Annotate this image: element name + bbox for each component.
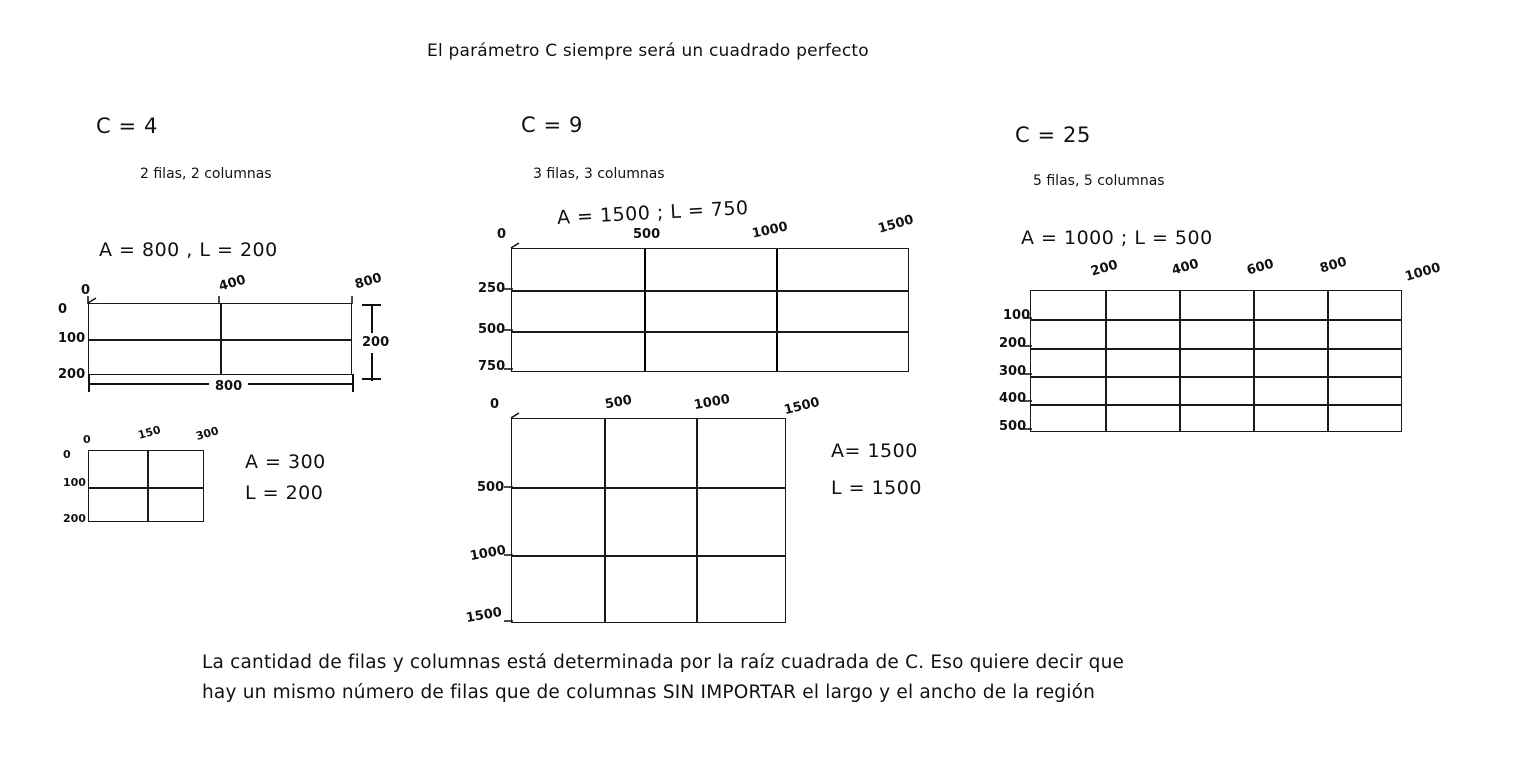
- measure-height-label: 200: [360, 333, 391, 353]
- tick-x-c9b-2: 1000: [692, 391, 732, 414]
- tick-x-c25-0: 200: [1089, 257, 1120, 280]
- grid-line-horizontal: [1031, 404, 1401, 406]
- tick-x-c9b-1: 500: [603, 392, 634, 413]
- grid-line-vertical: [147, 451, 149, 521]
- tick-x-c25-1: 400: [1170, 256, 1201, 279]
- tick-y-c9a-3: 750: [478, 359, 506, 374]
- param-l-c9b: L = 1500: [831, 477, 922, 499]
- tick-y-c25-4: 500: [999, 419, 1027, 434]
- grid-c4-b: [88, 450, 204, 522]
- grid-line-vertical: [1253, 291, 1255, 431]
- case-subtitle-c4: 2 filas, 2 columnas: [140, 166, 272, 182]
- grid-line-vertical: [1327, 291, 1329, 431]
- tick-y-c9b-3: 1500: [464, 604, 504, 627]
- grid-line-vertical: [1105, 291, 1107, 431]
- grid-line-horizontal: [89, 339, 351, 341]
- tick-x-c9a-3: 1500: [876, 212, 916, 237]
- tick-x-c9b-3: 1500: [782, 394, 822, 419]
- tick-y-c4b-1: 100: [63, 476, 86, 489]
- grid-line-horizontal: [512, 331, 908, 333]
- case-heading-c4: C = 4: [96, 114, 158, 138]
- tick-x-c4b-2: 300: [194, 424, 221, 443]
- tick-x-c4b-1: 150: [136, 423, 163, 442]
- case-heading-c25: C = 25: [1015, 123, 1091, 147]
- param-a-c4b: A = 300: [245, 451, 326, 473]
- grid-line-horizontal: [512, 555, 785, 557]
- param-l-c4b: L = 200: [245, 482, 324, 504]
- tick-x-c4a-0: 0: [81, 283, 91, 298]
- tick-x-c25-3: 800: [1318, 254, 1349, 277]
- measure-width-label: 800: [209, 380, 248, 394]
- footer-line-1: La cantidad de filas y columnas está determinada por la raíz cuadrada de C. Eso quiere decir que: [202, 652, 1125, 673]
- case-params-c4: A = 800 , L = 200: [99, 239, 278, 261]
- tick-y-c9b-1: 500: [477, 480, 505, 495]
- tick-y-c4a-2: 200: [58, 367, 86, 382]
- grid-line-horizontal: [512, 487, 785, 489]
- footer-line-2: hay un mismo número de filas que de columnas SIN IMPORTAR el largo y el ancho de la región: [202, 682, 1096, 703]
- tick-y-c9a-2: 500: [478, 322, 506, 337]
- case-subtitle-c25: 5 filas, 5 columnas: [1033, 173, 1165, 189]
- measure-height-cap-bottom: [362, 378, 381, 380]
- grid-line-horizontal: [89, 487, 203, 489]
- grid-line-horizontal: [1031, 319, 1401, 321]
- tick-x-c9b-0: 0: [490, 397, 500, 412]
- tick-x-c9a-2: 1000: [750, 219, 790, 242]
- grid-c9-b: [511, 418, 786, 623]
- grid-line-horizontal: [1031, 376, 1401, 378]
- tick-y-c9a-1: 250: [478, 281, 506, 296]
- case-subtitle-c9: 3 filas, 3 columnas: [533, 166, 665, 182]
- tick-x-c4a-2: 800: [353, 270, 384, 293]
- tick-x-c4a-1: 400: [217, 272, 248, 295]
- tick-x-c9a-1: 500: [633, 227, 661, 242]
- tick-y-c25-2: 300: [999, 364, 1027, 379]
- grid-c25: [1030, 290, 1402, 432]
- page-title: El parámetro C siempre será un cuadrado perfecto: [427, 41, 869, 61]
- tick-x-c4b-0: 0: [83, 433, 91, 446]
- measure-height-cap-top: [362, 304, 381, 306]
- grid-line-horizontal: [1031, 348, 1401, 350]
- tick-y-c4b-2: 200: [63, 512, 86, 525]
- grid-line-vertical: [604, 419, 606, 622]
- grid-line-vertical: [1179, 291, 1181, 431]
- grid-line-horizontal: [512, 290, 908, 292]
- tick-x-c25-2: 600: [1245, 256, 1276, 279]
- tick-y-c25-0: 100: [1003, 308, 1031, 323]
- tick-y-c25-1: 200: [999, 336, 1027, 351]
- tick-y-c25-3: 400: [999, 391, 1027, 406]
- tick-y-c4a-0: 0: [58, 302, 68, 317]
- grid-c4-a: [88, 303, 352, 375]
- measure-width-cap-left: [88, 374, 90, 392]
- grid-line-vertical: [696, 419, 698, 622]
- case-params-c9: A = 1500 ; L = 750: [556, 196, 750, 230]
- grid-c9-a: [511, 248, 909, 372]
- tick-y-c4a-1: 100: [58, 331, 86, 346]
- tick-x-c9a-0: 0: [497, 227, 507, 242]
- case-params-c25: A = 1000 ; L = 500: [1021, 227, 1213, 249]
- measure-width-cap-right: [352, 374, 354, 392]
- grid-line-vertical: [644, 249, 646, 371]
- tick-y-c9b-2: 1000: [468, 542, 508, 565]
- param-a-c9b: A= 1500: [831, 440, 918, 462]
- tick-x-c25-4: 1000: [1403, 260, 1443, 285]
- grid-line-vertical: [776, 249, 778, 371]
- tick-y-c4b-0: 0: [63, 448, 71, 461]
- case-heading-c9: C = 9: [521, 113, 583, 137]
